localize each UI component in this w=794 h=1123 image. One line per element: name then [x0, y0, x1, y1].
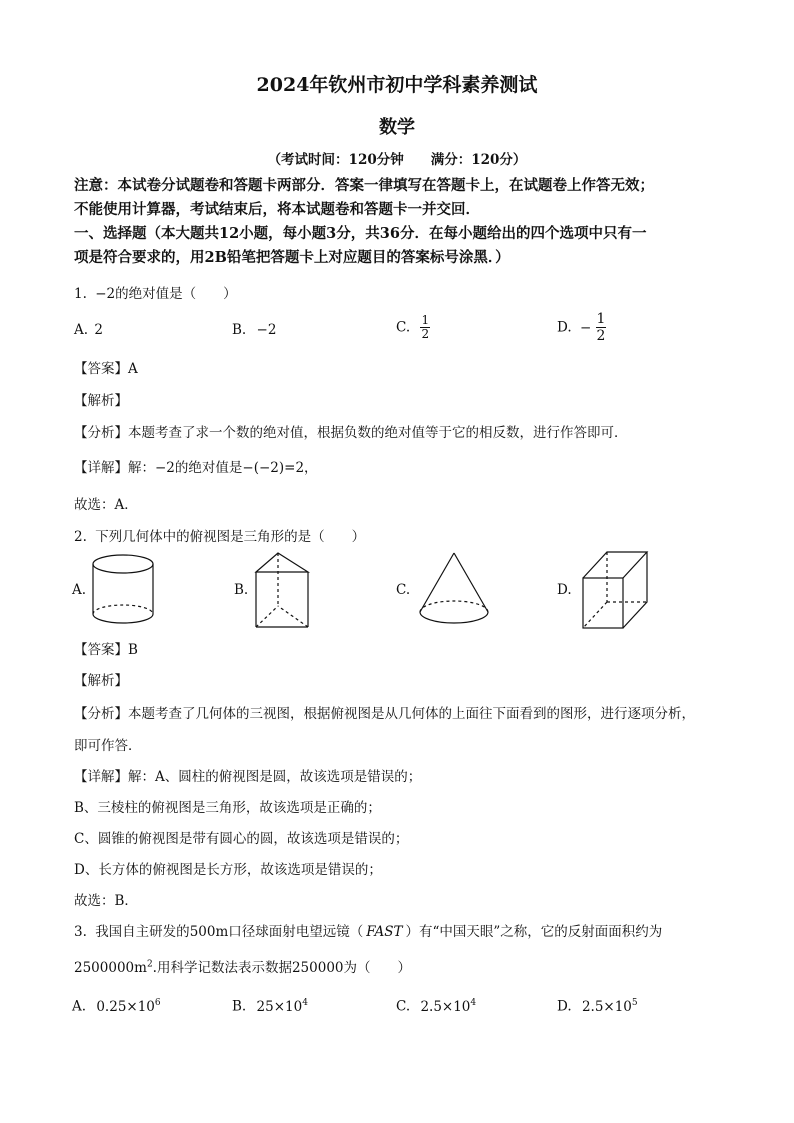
q2-option-a-label: A.	[72, 582, 87, 598]
q2-analysis-line-2: 即可作答．	[74, 738, 142, 754]
notice-line-1: 注意：本试卷分试题卷和答题卡两部分．答案一律填写在答题卡上，在试题卷上作答无效；	[74, 177, 654, 194]
q3-option-b	[232, 998, 308, 1015]
q1-analysis-tag: 【解析】	[74, 393, 128, 409]
option-label: B.	[232, 322, 247, 338]
stem-text: 我国自主研发的	[95, 924, 190, 940]
triangular-prism-figure	[252, 550, 314, 632]
question-number: 2.	[74, 529, 87, 545]
option-exponent: 5	[631, 998, 638, 1008]
question-number: 3.	[74, 924, 87, 940]
q2-answer: 【答案】B	[74, 642, 138, 658]
fraction-numerator: 1	[421, 313, 430, 327]
q3-option-d	[557, 998, 638, 1015]
q2-analysis-line-1: 【分析】本题考查了几何体的三视图，根据俯视图是从几何体的上面往下面看到的图形，进行逐项分析，	[74, 706, 695, 722]
stem-text: .用科学记数法表示数据250000为（ ）	[152, 960, 411, 976]
stem-quantity: 500m	[189, 924, 229, 940]
question-1-expr: −2	[95, 286, 116, 302]
q2-option-b-label: B.	[234, 582, 249, 598]
option-label: B.	[232, 998, 247, 1015]
question-number: 1.	[74, 286, 87, 302]
notice-line-2: 不能使用计算器，考试结束后，将本试题卷和答题卡一并交回．	[74, 201, 480, 218]
q3-option-a	[72, 998, 161, 1015]
option-fraction	[420, 314, 430, 341]
option-label: D.	[557, 319, 572, 336]
cylinder-figure	[90, 552, 160, 630]
q2-detail-line-4: D、长方体的俯视图是长方形，故该选项是错误的；	[74, 862, 382, 878]
option-base: 2.5×10	[420, 998, 471, 1015]
question-1-stem	[74, 282, 237, 302]
q3-option-c	[396, 998, 476, 1015]
question-2-text: 下列几何体中的俯视图是三角形的是（ ）	[95, 529, 366, 545]
cuboid-figure	[580, 548, 650, 632]
option-base: 25×10	[256, 998, 303, 1015]
q1-option-d	[557, 311, 606, 344]
option-label: C.	[396, 998, 411, 1015]
option-fraction	[596, 311, 607, 344]
option-exponent: 4	[470, 998, 477, 1008]
question-3-stem-line-2	[74, 956, 411, 976]
page-title: 2024年钦州市初中学科素养测试	[256, 74, 538, 96]
q2-option-d-label: D.	[557, 582, 572, 598]
question-2-stem	[74, 525, 365, 545]
stem-text: 口径球面射电望远镜（	[228, 924, 364, 940]
q2-detail-line-1: 【详解】解：A、圆柱的俯视图是圆，故该选项是错误的；	[74, 769, 422, 785]
question-3-stem-line-1	[74, 920, 662, 940]
question-1-text: 的绝对值是（ ）	[115, 286, 237, 302]
section-heading-line-2: 项是符合要求的，用2B铅笔把答题卡上对应题目的答案标号涂黑．）	[74, 249, 510, 266]
q1-conclusion: 故选：A．	[74, 497, 138, 513]
stem-quantity: 2500000m	[74, 960, 147, 976]
q1-answer: 【答案】A	[74, 361, 138, 377]
exam-info: （考试时间：120分钟 满分：120分）	[267, 152, 527, 168]
stem-exponent: 2	[146, 959, 153, 970]
option-label: D.	[557, 998, 572, 1015]
fraction-numerator: 1	[596, 311, 606, 327]
stem-acronym: FAST	[366, 924, 403, 940]
option-value: −2	[256, 322, 277, 338]
subject-title: 数学	[379, 117, 415, 138]
option-label: C.	[396, 319, 411, 336]
q2-detail-line-2: B、三棱柱的俯视图是三角形，故该选项是正确的；	[74, 800, 381, 816]
q2-analysis-tag: 【解析】	[74, 673, 128, 689]
option-exponent: 4	[302, 998, 308, 1008]
q1-detail: 【详解】解：−2的绝对值是−(−2)=2，	[74, 460, 318, 476]
q2-conclusion: 故选：B．	[74, 893, 138, 909]
cone-figure	[416, 550, 492, 630]
fraction-denominator: 2	[421, 327, 430, 341]
option-label: A.	[72, 998, 87, 1015]
stem-text: ）有“中国天眼”之称，它的反射面面积约为	[405, 924, 663, 940]
option-exponent: 6	[154, 998, 161, 1008]
q2-detail-line-3: C、圆锥的俯视图是带有圆心的圆，故该选项是错误的；	[74, 831, 409, 847]
q1-option-b	[232, 322, 276, 338]
fraction-denominator: 2	[596, 328, 606, 344]
option-sign: −	[579, 319, 592, 336]
q1-analysis: 【分析】本题考查了求一个数的绝对值，根据负数的绝对值等于它的相反数，进行作答即可．	[74, 425, 628, 441]
option-label: A.	[74, 322, 89, 338]
q1-option-c	[396, 314, 430, 341]
q2-option-c-label: C.	[396, 582, 411, 598]
option-base: 0.25×10	[96, 998, 155, 1015]
option-value: 2	[94, 322, 103, 338]
section-heading-line-1: 一、选择题（本大题共12小题，每小题3分，共36分．在每小题给出的四个选项中只有一	[74, 225, 647, 242]
option-base: 2.5×10	[581, 998, 632, 1015]
q1-option-a	[74, 322, 103, 338]
